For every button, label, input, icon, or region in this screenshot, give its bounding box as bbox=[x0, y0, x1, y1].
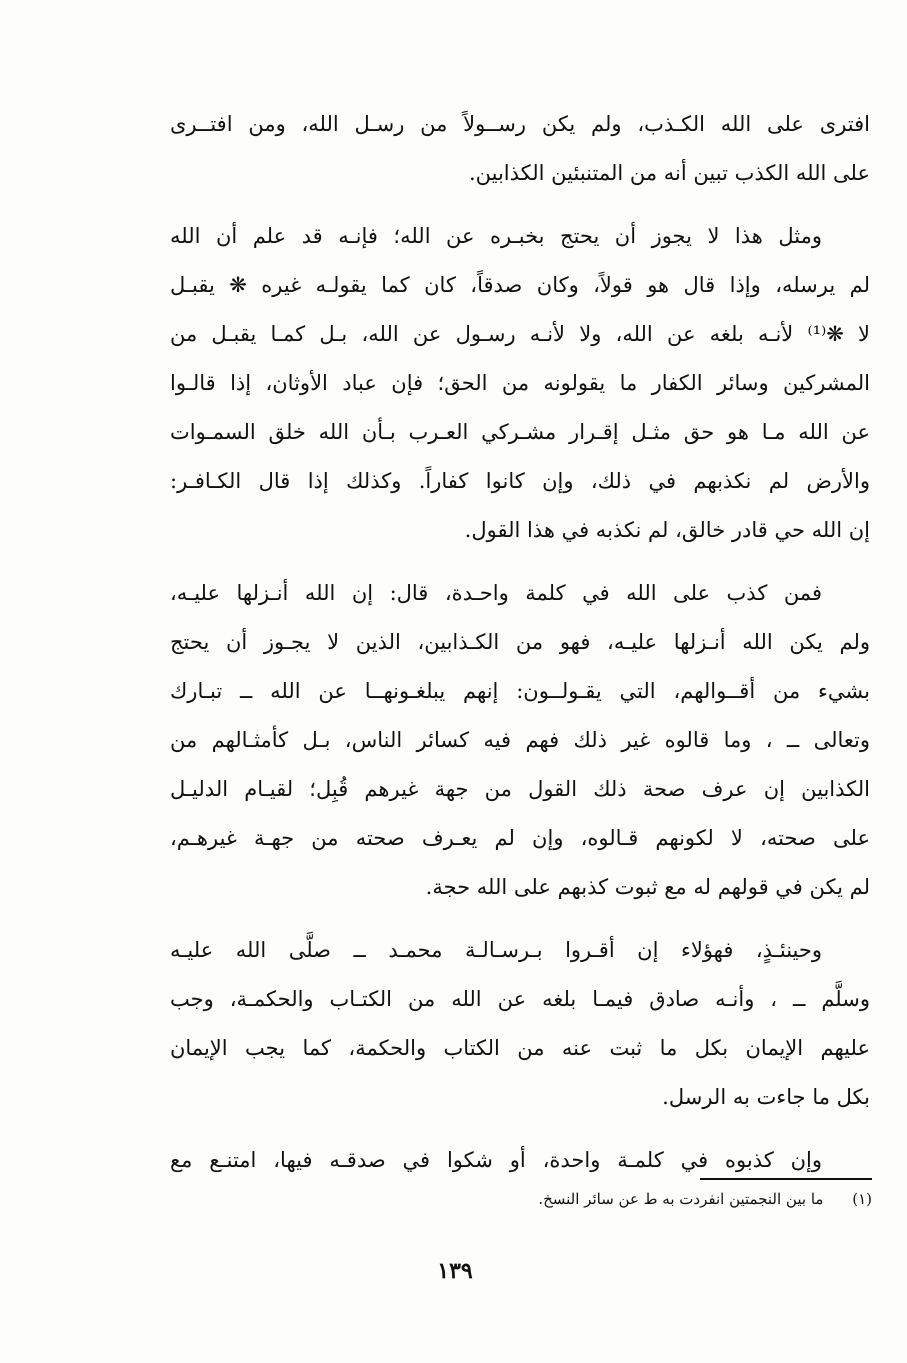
text-line: عن الله مـا هو حق مثـل إقـرار مشـركي العـرب بـأن الله خلق السمـوات bbox=[170, 420, 870, 444]
text-line: وحينئـذٍ، فهؤلاء إن أقـروا بـرسـالـة محمـد ــ صلَّى الله عليـه bbox=[170, 938, 822, 962]
text-line: على صحته، لا لكونهم قـالوه، وإن لم يعـرف صحته من جهـة غيرهـم، bbox=[170, 826, 870, 850]
text-line: فمن كذب على الله في كلمة واحـدة، قال: إن الله أنـزلها عليـه، bbox=[170, 581, 822, 605]
footnote-text: ما بين النجمتين انفردت به ط عن سائر النسخ. bbox=[538, 1190, 824, 1208]
paragraph-2 bbox=[170, 212, 870, 555]
text-line: ومثل هذا لا يجوز أن يحتج بخبـره عن الله؛ فإنـه قد علم أن الله bbox=[170, 224, 822, 248]
text-line: الكذابين إن عرف صحة ذلك القول من جهة غيرهم قُبِل؛ لقيـام الدليـل bbox=[170, 777, 870, 801]
text-line: على الله الكذب تبين أنه من المتنبئين الكذابين. bbox=[468, 161, 870, 185]
text-line: لم يكن في قولهم له مع ثبوت كذبهم على الله حجة. bbox=[425, 875, 870, 899]
text-line: إن الله حي قادر خالق، لم نكذبه في هذا القول. bbox=[464, 518, 870, 542]
text-line: بكل ما جاءت به الرسل. bbox=[662, 1085, 870, 1109]
text-line: بشيء من أقــوالهم، التي يقـولــون: إنهم يبلغـونهــا عن الله ــ تبـارك bbox=[170, 679, 870, 703]
text-line: ولم يكن الله أنـزلها عليـه، فهو من الكـذابين، الذين لا يجـوز أن يحتج bbox=[170, 630, 870, 654]
footnote-divider bbox=[700, 1178, 872, 1180]
footnote-number: (١) bbox=[852, 1190, 872, 1208]
text-line: افترى على الله الكـذب، ولم يكن رســولاً من رسـل الله، ومن افتــرى bbox=[170, 112, 870, 136]
footnote bbox=[400, 1190, 872, 1208]
paragraph-3 bbox=[170, 569, 870, 912]
page-number: ١٣٩ bbox=[437, 1258, 473, 1284]
text-line: وتعالى ــ ، وما قالوه غير ذلك فهم فيه كسائر الناس، بـل كأمثـالهم من bbox=[170, 728, 870, 752]
text-line: والأرض لم نكذبهم في ذلك، وإن كانوا كفاراً. وكذلك إذا قال الكـافـر: bbox=[170, 469, 870, 493]
paragraph-4 bbox=[170, 926, 870, 1122]
paragraph-1 bbox=[170, 100, 870, 198]
text-line: لا ❋⁽¹⁾ لأنـه بلغه عن الله، ولا لأنـه رسـول عن الله، بـل كمـا يقبـل من bbox=[170, 322, 870, 346]
main-text bbox=[170, 100, 870, 1185]
text-line: وسلَّم ــ ، وأنـه صادق فيمـا بلغه عن الله من الكتـاب والحكمـة، وجب bbox=[170, 987, 870, 1011]
text-line: وإن كذبوه في كلمـة واحدة، أو شكوا في صدقـه فيها، امتنـع مع bbox=[170, 1148, 822, 1172]
text-line: المشركين وسائر الكفار ما يقولونه من الحق؛ فإن عباد الأوثان، إذا قالـوا bbox=[170, 371, 870, 395]
text-line: لم يرسله، وإذا قال هو قولاً، وكان صدقاً، كان كما يقولـه غيره ❋ يقبـل bbox=[170, 273, 870, 297]
text-line: عليهم الإيمان بكل ما ثبت عنه من الكتاب والحكمة، كما يجب الإيمان bbox=[170, 1036, 870, 1060]
